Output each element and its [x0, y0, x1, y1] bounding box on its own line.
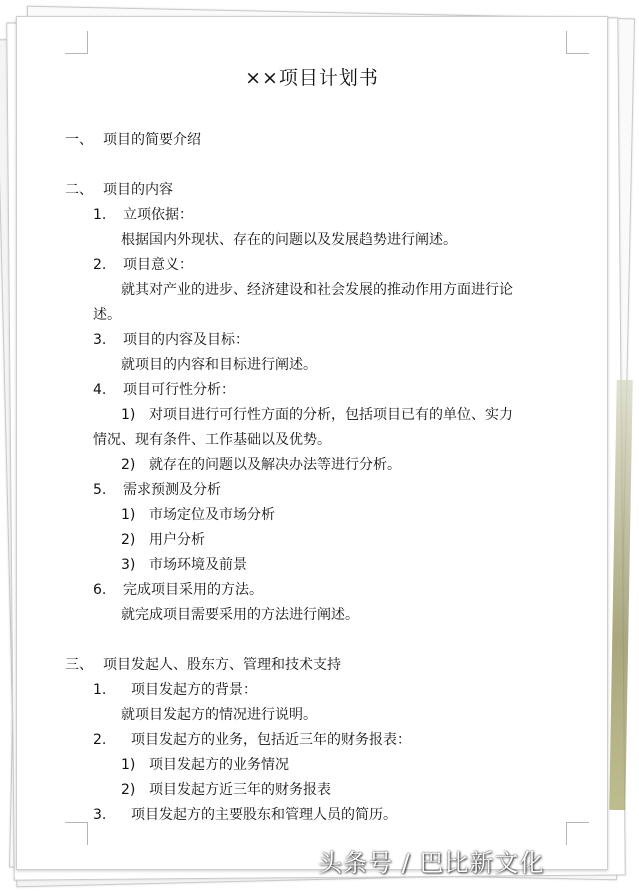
section-title: 项目发起人、股东方、管理和技术支持 [103, 657, 341, 673]
paragraph-text: 情况、现有条件、工作基础以及优势。 [93, 432, 331, 448]
section-heading [65, 131, 201, 149]
sub-list-item: 2) 用户分析 [121, 532, 205, 548]
list-item: 1. 立项依据： [93, 207, 193, 223]
sub-list-item: 2) 就存在的问题以及解决办法等进行分析。 [121, 457, 401, 473]
list-item: 1. 项目发起方的背景： [93, 682, 257, 698]
list-item: 6. 完成项目采用的方法。 [93, 582, 263, 598]
list-item: 3. 项目的内容及目标： [93, 332, 249, 348]
list-item: 2. 项目发起方的业务，包括近三年的财务报表： [93, 732, 411, 748]
section-number: 三、 [65, 657, 93, 673]
list-item: 4. 项目可行性分析： [93, 382, 235, 398]
paragraph-text: 就项目发起方的情况进行说明。 [121, 707, 317, 723]
crop-mark [65, 822, 88, 845]
paragraph-text: 就项目的内容和目标进行阐述。 [121, 357, 317, 373]
section-title: 项目的简要介绍 [103, 132, 201, 148]
paragraph-text: 根据国内外现状、存在的问题以及发展趋势进行阐述。 [121, 232, 457, 248]
section-number: 一、 [65, 132, 93, 148]
section-heading [65, 656, 341, 674]
sub-list-item: 3) 市场环境及前景 [121, 557, 247, 573]
document-page [16, 16, 608, 870]
crop-mark [65, 31, 88, 54]
section-title: 项目的内容 [103, 182, 173, 198]
crop-mark [566, 822, 589, 845]
sub-list-item: 1) 对项目进行可行性方面的分析，包括项目已有的单位、实力 [121, 407, 513, 423]
sub-list-item: 2) 项目发起方近三年的财务报表 [121, 782, 331, 798]
paragraph-text: 就其对产业的进步、经济建设和社会发展的推动作用方面进行论 [121, 282, 513, 298]
crop-mark [566, 31, 589, 54]
list-item: 3. 项目发起方的主要股东和管理人员的简历。 [93, 807, 397, 823]
paragraph-text: 就完成项目需要采用的方法进行阐述。 [121, 607, 359, 623]
paragraph-text: 述。 [93, 307, 121, 323]
section-heading [65, 181, 173, 199]
document-title: ××项目计划书 [245, 67, 379, 89]
list-item: 2. 项目意义： [93, 257, 193, 273]
watermark: 头条号 / 巴比新文化 [318, 849, 545, 877]
sub-list-item: 1) 市场定位及市场分析 [121, 507, 275, 523]
section-number: 二、 [65, 182, 93, 198]
list-item: 5. 需求预测及分析 [93, 482, 221, 498]
sub-list-item: 1) 项目发起方的业务情况 [121, 757, 289, 773]
